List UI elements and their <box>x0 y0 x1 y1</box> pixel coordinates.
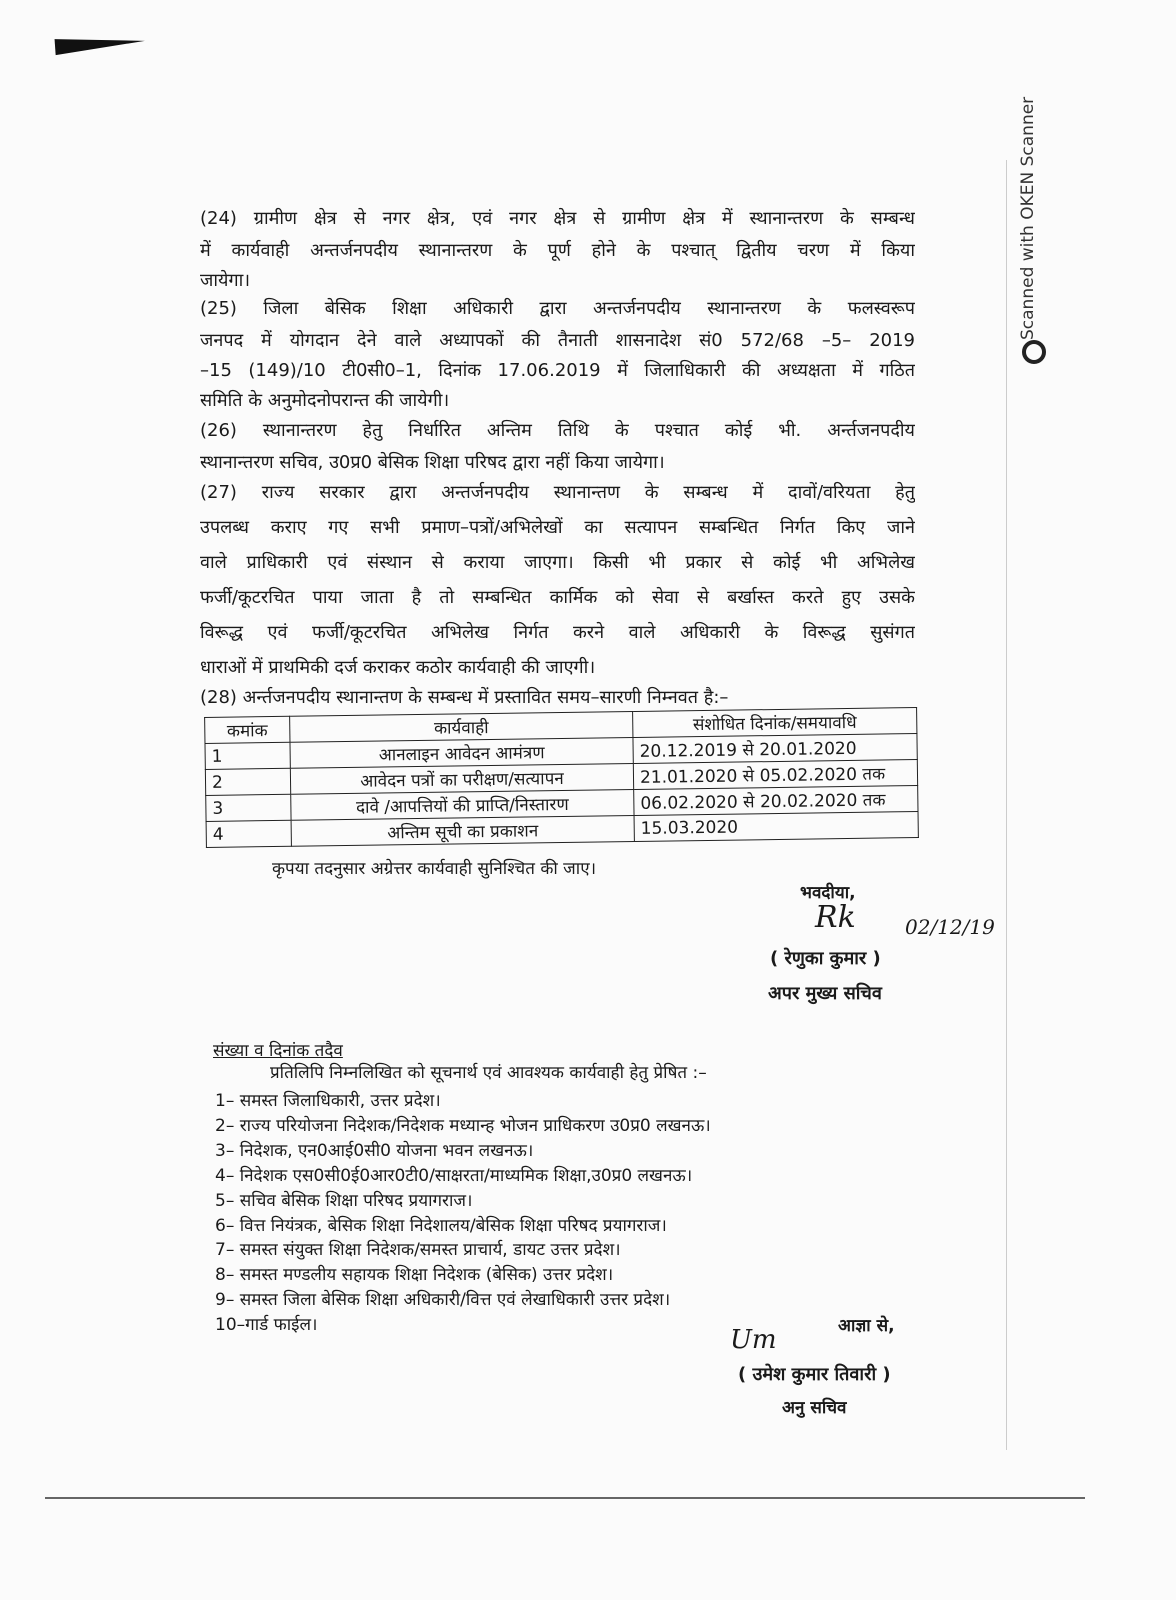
cell-date: 20.12.2019 से 20.01.2020 <box>633 734 917 764</box>
paragraph-line: धाराओं में प्राथमिकी दर्ज कराकर कठोर कार्यवाही की जाएगी। <box>200 657 596 678</box>
paragraph-line: –15 (149)/10 टी0सी0–1, दिनांक 17.06.2019 में जिलाधिकारी की अध्यक्षता में गठित <box>200 360 915 381</box>
watermark-text: Scanned with OKEN Scanner <box>1018 96 1038 340</box>
cell-serial: 2 <box>205 768 290 795</box>
scanner-logo-icon <box>1022 340 1046 364</box>
paragraph-line: समिति के अनुमोदनोपरान्त की जायेगी। <box>200 390 450 411</box>
paragraph-line: में कार्यवाही अन्तर्जनपदीय स्थानान्तरण के पूर्ण होने के पश्चात् द्वितीय चरण में किया <box>200 240 915 261</box>
salutation-2: आज्ञा से, <box>838 1316 895 1336</box>
scan-edge-line <box>1006 160 1007 1450</box>
paragraph-line: वाले प्राधिकारी एवं संस्थान से कराया जाएगा। किसी भी प्रकार से कोई भी अभिलेख <box>200 552 915 573</box>
paragraph-line: जनपद में योगदान देने वाले अध्यापकों की तैनाती शासनादेश सं0 572/68 –5– 2019 <box>200 330 915 351</box>
header-serial: कमांक <box>205 716 290 743</box>
cell-serial: 3 <box>206 794 291 821</box>
paragraph-line: (24) ग्रामीण क्षेत्र से नगर क्षेत्र, एवं नगर क्षेत्र से ग्रामीण क्षेत्र में स्थानान्तरण के सम्बन्ध <box>200 208 915 229</box>
cell-action: अन्तिम सूची का प्रकाशन <box>291 815 634 846</box>
copy-heading: संख्या व दिनांक तदैव <box>213 1041 343 1061</box>
salutation: भवदीया, <box>800 883 856 903</box>
header-action: कार्यवाही <box>290 712 633 743</box>
copy-list-item: 1– समस्त जिलाधिकारी, उत्तर प्रदेश। <box>215 1091 441 1111</box>
cell-date: 15.03.2020 <box>634 812 918 842</box>
signatory-name: ( रेणुका कुमार ) <box>770 948 881 969</box>
signature-2: Um <box>730 1325 777 1355</box>
cell-action: दावे /आपत्तियों की प्राप्ति/निस्तारण <box>291 789 634 820</box>
cell-date: 06.02.2020 से 20.02.2020 तक <box>634 786 918 816</box>
closing-line: कृपया तदनुसार अग्रेत्तर कार्यवाही सुनिश्चित की जाए। <box>272 859 597 879</box>
paragraph-line: फर्जी/कूटरचित पाया जाता है तो सम्बन्धित कार्मिक को सेवा से बर्खास्त करते हुए उसके <box>200 587 915 608</box>
copy-list-item: 2– राज्य परियोजना निदेशक/निदेशक मध्यान्ह भोजन प्राधिकरण उ0प्र0 लखनऊ। <box>215 1115 711 1136</box>
signatory-designation: अपर मुख्य सचिव <box>768 983 882 1004</box>
paragraph-line: (25) जिला बेसिक शिक्षा अधिकारी द्वारा अन्तर्जनपदीय स्थानान्तरण के फलस्वरूप <box>200 298 915 319</box>
copy-list-item: 7– समस्त संयुक्त शिक्षा निदेशक/समस्त प्राचार्य, डायट उत्तर प्रदेश। <box>215 1240 621 1261</box>
copy-list-item: 10–गार्ड फाईल। <box>215 1315 318 1336</box>
paragraph-line: विरूद्ध एवं फर्जी/कूटरचित अभिलेख निर्गत करने वाले अधिकारी के विरूद्ध सुसंगत <box>200 622 915 643</box>
signed-date: 02/12/19 <box>905 915 995 939</box>
cell-serial: 1 <box>205 742 290 769</box>
scan-bottom-line <box>45 1497 1085 1499</box>
copy-list-item: 9– समस्त जिला बेसिक शिक्षा अधिकारी/वित्त एवं लेखाधिकारी उत्तर प्रदेश। <box>215 1290 671 1311</box>
scanner-watermark <box>1000 40 1060 370</box>
scan-artifact <box>55 33 146 55</box>
cell-action: आनलाइन आवेदन आमंत्रण <box>290 737 633 768</box>
copy-list-item: 4– निदेशक एस0सी0ई0आर0टी0/साक्षरता/माध्यमिक शिक्षा,उ0प्र0 लखनऊ। <box>215 1165 693 1186</box>
signatory-2-name: ( उमेश कुमार तिवारी ) <box>738 1364 891 1385</box>
signatory-2-designation: अनु सचिव <box>782 1398 847 1418</box>
paragraph-line: (28) अर्न्तजनपदीय स्थानान्तण के सम्बन्ध में प्रस्तावित समय–सारणी निम्नवत है:– <box>200 687 729 708</box>
paragraph-line: (27) राज्य सरकार द्वारा अन्तर्जनपदीय स्थानान्तण के सम्बन्ध में दावों/वरियता हेतु <box>200 482 915 503</box>
cell-serial: 4 <box>206 820 291 847</box>
header-date: संशोधित दिनांक/समयावधि <box>633 708 917 738</box>
copy-list-item: 5– सचिव बेसिक शिक्षा परिषद प्रयागराज। <box>215 1190 473 1211</box>
paragraph-line: उपलब्ध कराए गए सभी प्रमाण–पत्रों/अभिलेखों का सत्यापन सम्बन्धित निर्गत किए जाने <box>200 517 915 538</box>
paragraph-line: जायेगा। <box>200 270 251 291</box>
copy-list-item: 8– समस्त मण्डलीय सहायक शिक्षा निदेशक (बेसिक) उत्तर प्रदेश। <box>215 1265 614 1286</box>
paragraph-line: स्थानान्तरण सचिव, उ0प्र0 बेसिक शिक्षा परिषद द्वारा नहीं किया जायेगा। <box>200 452 665 473</box>
cell-action: आवेदन पत्रों का परीक्षण/सत्यापन <box>290 763 633 794</box>
cell-date: 21.01.2020 से 05.02.2020 तक <box>633 760 917 790</box>
copy-intro: प्रतिलिपि निम्नलिखित को सूचनार्थ एवं आवश्यक कार्यवाही हेतु प्रेषित :– <box>270 1063 707 1083</box>
copy-list-item: 3– निदेशक, एन0आई0सी0 योजना भवन लखनऊ। <box>215 1140 534 1161</box>
copy-list-item: 6– वित्त नियंत्रक, बेसिक शिक्षा निदेशालय/बेसिक शिक्षा परिषद प्रयागराज। <box>215 1215 667 1236</box>
paragraph-line: (26) स्थानान्तरण हेतु निर्धारित अन्तिम तिथि के पश्चात कोई भी. अर्न्तजनपदीय <box>200 420 915 441</box>
schedule-table <box>204 707 919 848</box>
signature-1: Rk <box>815 900 856 935</box>
